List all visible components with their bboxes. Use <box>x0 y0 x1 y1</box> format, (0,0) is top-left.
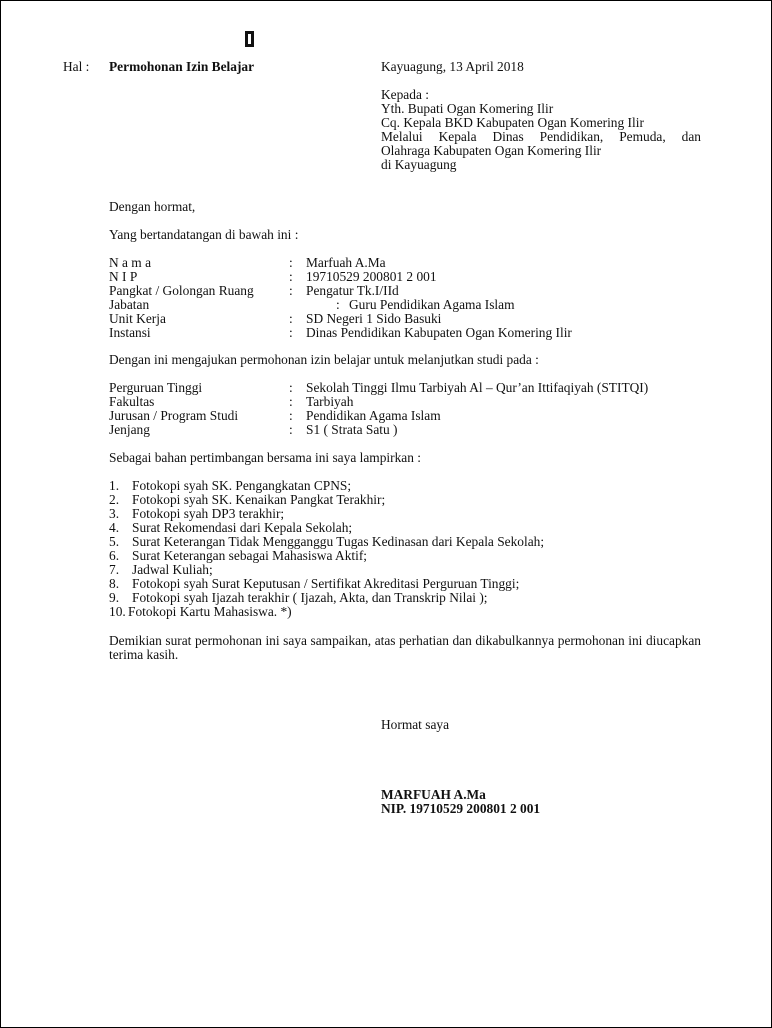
item-text: Fotokopi syah Ijazah terakhir ( Ijazah, Akta, dan Transkrip Nilai ); <box>132 590 488 605</box>
colon: : <box>289 380 293 395</box>
recipient-line: di Kayuagung <box>381 157 457 172</box>
recipient-block <box>381 88 701 172</box>
recipient-line: Kepada : <box>381 87 429 102</box>
colon: : <box>289 408 293 423</box>
identity-row-name <box>109 256 709 270</box>
field-label: Instansi <box>109 325 151 340</box>
item-number: 5. <box>109 534 120 549</box>
field-label: Perguruan Tinggi <box>109 380 203 395</box>
item-number: 3. <box>109 506 120 521</box>
field-value: Guru Pendidikan Agama Islam <box>349 297 515 312</box>
recipient-line: Cq. Kepala BKD Kabupaten Ogan Komering Ilir <box>381 115 644 130</box>
field-value: Marfuah A.Ma <box>306 255 386 270</box>
identity-row-nip <box>109 270 709 284</box>
item-text: Fotokopi syah Surat Keputusan / Sertifikat Akreditasi Perguruan Tinggi; <box>132 576 520 591</box>
request-text: Dengan ini mengajukan permohonan izin belajar untuk melanjutkan studi pada : <box>109 352 539 367</box>
item-text: Fotokopi syah SK. Pengangkatan CPNS; <box>132 478 352 493</box>
hal-label: Hal : <box>63 59 90 74</box>
field-label: Unit Kerja <box>109 311 166 326</box>
attachments-intro: Sebagai bahan pertimbangan bersama ini saya lampirkan : <box>109 450 421 465</box>
page-marker-glyph <box>245 31 254 47</box>
place-date: Kayuagung, 13 April 2018 <box>381 59 524 74</box>
item-number: 9. <box>109 590 120 605</box>
field-label: Fakultas <box>109 394 155 409</box>
item-text: Fotokopi syah DP3 terakhir; <box>132 506 285 521</box>
signer-nip: NIP. 19710529 200801 2 001 <box>381 801 541 816</box>
item-text: Surat Rekomendasi dari Kepala Sekolah; <box>132 520 353 535</box>
item-text: Fotokopi Kartu Mahasiswa. *) <box>128 604 292 619</box>
colon: : <box>289 255 293 270</box>
field-label: Jurusan / Program Studi <box>109 408 239 423</box>
greeting: Dengan hormat, <box>109 199 196 214</box>
colon: : <box>336 297 340 312</box>
identity-row-agency <box>109 326 709 340</box>
field-label: Pangkat / Golongan Ruang <box>109 283 254 298</box>
field-value: 19710529 200801 2 001 <box>306 269 437 284</box>
study-row-university <box>109 381 709 395</box>
item-text: Surat Keterangan sebagai Mahasiswa Aktif; <box>132 548 368 563</box>
colon: : <box>289 311 293 326</box>
signature-salutation: Hormat saya <box>381 717 450 732</box>
field-label: Jabatan <box>109 297 150 312</box>
item-number: 1. <box>109 478 120 493</box>
recipient-line: Yth. Bupati Ogan Komering Ilir <box>381 101 554 116</box>
study-row-faculty <box>109 395 709 409</box>
item-number: 7. <box>109 562 120 577</box>
item-number: 2. <box>109 492 120 507</box>
item-text: Fotokopi syah SK. Kenaikan Pangkat Terakhir; <box>132 492 386 507</box>
field-value: Pengatur Tk.I/IId <box>306 283 399 298</box>
colon: : <box>289 325 293 340</box>
field-label: N I P <box>109 269 138 284</box>
item-text: Jadwal Kuliah; <box>132 562 213 577</box>
field-value: Pendidikan Agama Islam <box>306 408 441 423</box>
intro-text: Yang bertandatangan di bawah ini : <box>109 227 299 242</box>
colon: : <box>289 422 293 437</box>
recipient-line: Melalui Kepala Dinas Pendidikan, Pemuda, dan <box>381 129 701 144</box>
field-value: SD Negeri 1 Sido Basuki <box>306 311 442 326</box>
item-number: 6. <box>109 548 120 563</box>
identity-row-rank <box>109 284 709 298</box>
field-value: S1 ( Strata Satu ) <box>306 422 398 437</box>
closing-paragraph: Demikian surat permohonan ini saya sampaikan, atas perhatian dan dikabulkannya permohonan ini diucapkan terima kasih. <box>109 633 701 662</box>
study-row-program <box>109 409 709 423</box>
item-text: Surat Keterangan Tidak Mengganggu Tugas Kedinasan dari Kepala Sekolah; <box>132 534 545 549</box>
recipient-line: Olahraga Kabupaten Ogan Komering Ilir <box>381 143 602 158</box>
field-value: Dinas Pendidikan Kabupaten Ogan Komering Ilir <box>306 325 572 340</box>
colon: : <box>289 394 293 409</box>
colon: : <box>289 269 293 284</box>
field-value: Tarbiyah <box>306 394 354 409</box>
field-label: N a m a <box>109 255 152 270</box>
item-number: 10. <box>109 604 126 619</box>
colon: : <box>289 283 293 298</box>
letter-subject: Permohonan Izin Belajar <box>109 59 255 74</box>
identity-row-unit <box>109 312 709 326</box>
item-number: 4. <box>109 520 120 535</box>
field-value: Sekolah Tinggi Ilmu Tarbiyah Al – Qur’an Ittifaqiyah (STITQI) <box>306 380 649 395</box>
field-label: Jenjang <box>109 422 150 437</box>
item-number: 8. <box>109 576 120 591</box>
signer-name: MARFUAH A.Ma <box>381 787 486 802</box>
identity-row-position <box>109 298 709 312</box>
study-row-level <box>109 423 709 437</box>
